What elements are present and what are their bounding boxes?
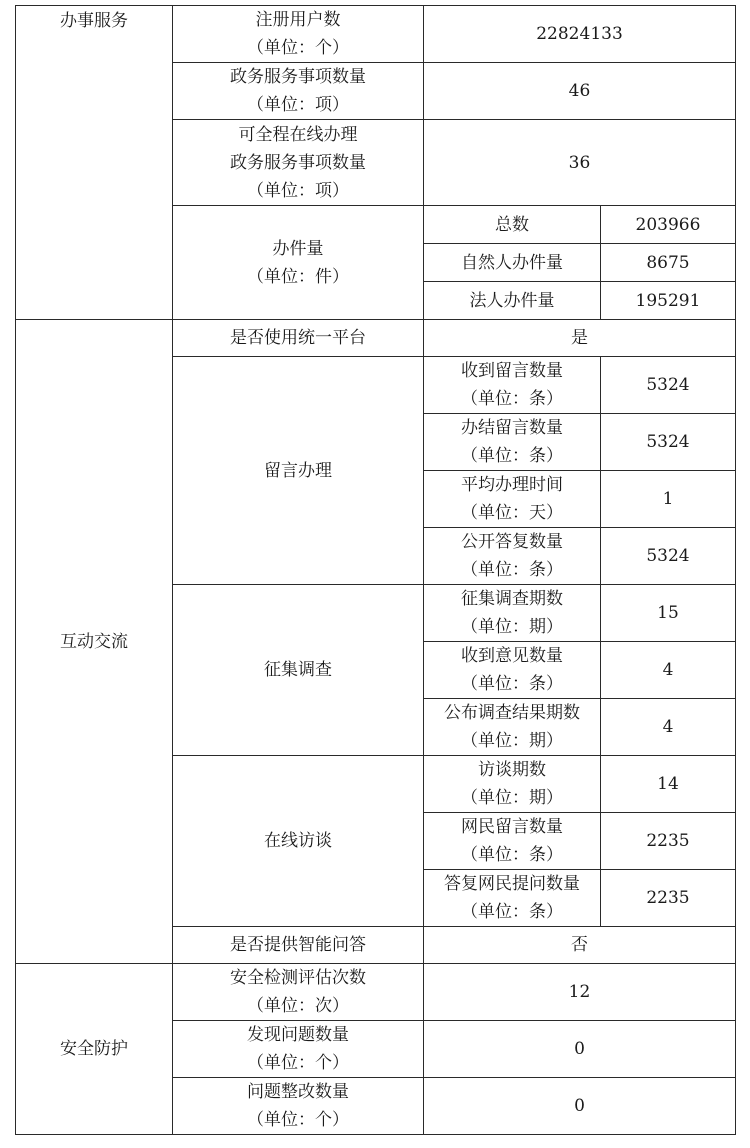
section-title-hudong: 互动交流	[16, 320, 173, 964]
liuyan-avg-time-label: 平均办理时间 （单位：天）	[424, 471, 601, 528]
section-title-anquan: 安全防护	[16, 964, 173, 1135]
online-items-value: 36	[424, 120, 736, 206]
zhengji-results-label: 公布调查结果期数 （单位：期）	[424, 699, 601, 756]
platform-value: 是	[424, 320, 736, 357]
ai-qa-value: 否	[424, 927, 736, 964]
cases-label: 办件量 （单位：件）	[173, 206, 424, 320]
fangtan-label: 在线访谈	[173, 756, 424, 927]
stats-table-container	[15, 5, 736, 1135]
items-label: 政务服务事项数量 （单位：项）	[173, 63, 424, 120]
zhengji-opinions-value: 4	[601, 642, 736, 699]
fangtan-replies-value: 2235	[601, 870, 736, 927]
issues-fixed-label: 问题整改数量 （单位：个）	[173, 1078, 424, 1135]
fangtan-messages-label: 网民留言数量 （单位：条）	[424, 813, 601, 870]
zhengji-results-value: 4	[601, 699, 736, 756]
liuyan-received-label: 收到留言数量 （单位：条）	[424, 357, 601, 414]
liuyan-label: 留言办理	[173, 357, 424, 585]
fangtan-periods-value: 14	[601, 756, 736, 813]
liuyan-closed-label: 办结留言数量 （单位：条）	[424, 414, 601, 471]
cases-legal-value: 195291	[601, 282, 736, 320]
cases-natural-label: 自然人办件量	[424, 244, 601, 282]
liuyan-closed-value: 5324	[601, 414, 736, 471]
fangtan-replies-label: 答复网民提问数量 （单位：条）	[424, 870, 601, 927]
liuyan-received-value: 5324	[601, 357, 736, 414]
zhengji-opinions-label: 收到意见数量 （单位：条）	[424, 642, 601, 699]
cases-legal-label: 法人办件量	[424, 282, 601, 320]
zhengji-periods-value: 15	[601, 585, 736, 642]
liuyan-avg-time-value: 1	[601, 471, 736, 528]
cases-total-value: 203966	[601, 206, 736, 244]
zhengji-periods-label: 征集调查期数 （单位：期）	[424, 585, 601, 642]
platform-label: 是否使用统一平台	[173, 320, 424, 357]
cases-total-label: 总数	[424, 206, 601, 244]
issues-found-value: 0	[424, 1021, 736, 1078]
security-checks-label: 安全检测评估次数 （单位：次）	[173, 964, 424, 1021]
section-title-banshi: 办事服务	[16, 6, 173, 320]
security-checks-value: 12	[424, 964, 736, 1021]
users-label: 注册用户数 （单位：个）	[173, 6, 424, 63]
ai-qa-label: 是否提供智能问答	[173, 927, 424, 964]
liuyan-public-reply-label: 公开答复数量 （单位：条）	[424, 528, 601, 585]
fangtan-periods-label: 访谈期数 （单位：期）	[424, 756, 601, 813]
government-website-stats-table	[15, 5, 736, 1135]
items-value: 46	[424, 63, 736, 120]
online-items-label: 可全程在线办理 政务服务事项数量 （单位：项）	[173, 120, 424, 206]
issues-fixed-value: 0	[424, 1078, 736, 1135]
zhengji-label: 征集调查	[173, 585, 424, 756]
users-value: 22824133	[424, 6, 736, 63]
fangtan-messages-value: 2235	[601, 813, 736, 870]
issues-found-label: 发现问题数量 （单位：个）	[173, 1021, 424, 1078]
liuyan-public-reply-value: 5324	[601, 528, 736, 585]
cases-natural-value: 8675	[601, 244, 736, 282]
